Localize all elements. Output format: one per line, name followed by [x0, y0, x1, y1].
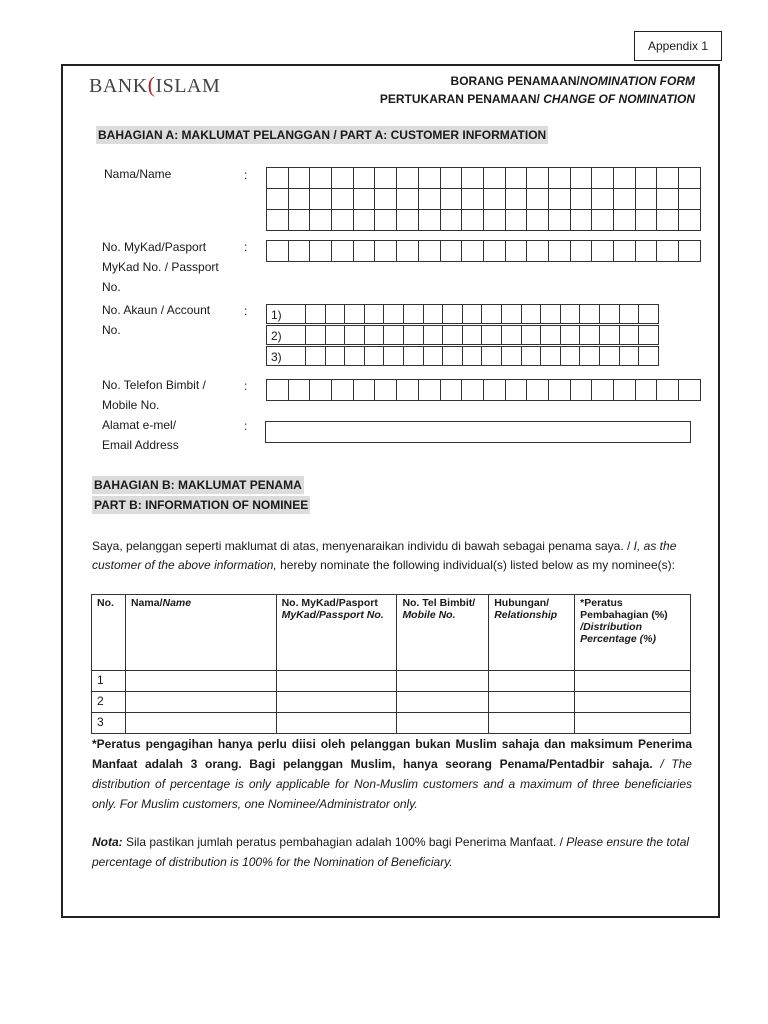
char-box[interactable]	[548, 209, 571, 231]
mobile-label-2: Mobile No.	[102, 398, 160, 412]
table-row	[92, 713, 691, 734]
char-box[interactable]	[418, 240, 441, 262]
char-box[interactable]	[461, 240, 484, 262]
account-row-number: 1)	[266, 304, 306, 324]
char-box[interactable]	[526, 240, 549, 262]
char-box[interactable]	[364, 304, 385, 324]
char-box[interactable]	[383, 304, 404, 324]
char-box[interactable]	[635, 167, 658, 189]
account-label-1: No. Akaun / Account	[102, 303, 211, 317]
nominee-mykad-cell[interactable]	[276, 692, 397, 713]
char-box[interactable]	[613, 167, 636, 189]
col-header-mobile: No. Tel Bimbit/ Mobile No.	[397, 595, 489, 671]
colon: :	[244, 168, 248, 182]
char-box[interactable]	[635, 240, 658, 262]
nominee-percentage-cell[interactable]	[575, 713, 691, 734]
char-box[interactable]	[560, 346, 581, 366]
part-b-heading-2: PART B: INFORMATION OF NOMINEE	[94, 498, 309, 512]
char-box[interactable]	[540, 325, 561, 345]
char-box[interactable]	[599, 304, 620, 324]
char-box[interactable]	[461, 188, 484, 210]
char-box[interactable]	[374, 167, 397, 189]
nominee-mobile-cell[interactable]	[397, 692, 489, 713]
colon: :	[244, 240, 248, 254]
char-box[interactable]	[325, 325, 346, 345]
char-box[interactable]	[403, 346, 424, 366]
colon: :	[244, 379, 248, 393]
char-box[interactable]	[396, 240, 419, 262]
char-box[interactable]	[440, 240, 463, 262]
char-box[interactable]	[288, 240, 311, 262]
char-box[interactable]	[353, 240, 376, 262]
char-box[interactable]	[423, 325, 444, 345]
char-box[interactable]	[462, 325, 483, 345]
char-box[interactable]	[526, 167, 549, 189]
char-box[interactable]	[638, 346, 659, 366]
email-label-2: Email Address	[102, 438, 179, 452]
part-a-heading: BAHAGIAN A: MAKLUMAT PELANGGAN / PART A: CUSTOMER INFORMATION	[98, 128, 547, 142]
nominee-mobile-cell[interactable]	[397, 713, 489, 734]
char-box[interactable]	[305, 346, 326, 366]
char-box[interactable]	[481, 346, 502, 366]
char-box[interactable]	[325, 346, 346, 366]
char-box[interactable]	[678, 167, 701, 189]
char-box[interactable]	[635, 188, 658, 210]
char-box[interactable]	[501, 304, 522, 324]
row-number: 1	[92, 671, 126, 692]
char-box[interactable]	[418, 209, 441, 231]
col-header-percentage: *Peratus Pembahagian (%) /Distribution Percentage (%)	[575, 595, 691, 671]
char-box[interactable]	[396, 379, 419, 401]
nominee-mykad-cell[interactable]	[276, 713, 397, 734]
char-box[interactable]	[570, 379, 593, 401]
nominee-name-cell[interactable]	[125, 692, 276, 713]
part-b-heading-1: BAHAGIAN B: MAKLUMAT PENAMA	[94, 478, 302, 492]
char-box[interactable]	[266, 188, 289, 210]
char-box[interactable]	[560, 304, 581, 324]
char-box[interactable]	[309, 240, 332, 262]
nominee-relationship-cell[interactable]	[489, 713, 575, 734]
char-box[interactable]	[548, 379, 571, 401]
colon: :	[244, 419, 248, 433]
char-box[interactable]	[570, 188, 593, 210]
char-box[interactable]	[344, 304, 365, 324]
char-box[interactable]	[526, 379, 549, 401]
char-box[interactable]	[288, 209, 311, 231]
char-box[interactable]	[442, 304, 463, 324]
nominee-table	[91, 594, 691, 734]
char-box[interactable]	[309, 188, 332, 210]
char-box[interactable]	[383, 346, 404, 366]
char-box[interactable]	[309, 209, 332, 231]
char-box[interactable]	[266, 240, 289, 262]
char-box[interactable]	[613, 379, 636, 401]
char-box[interactable]	[591, 167, 614, 189]
char-box[interactable]	[462, 346, 483, 366]
char-box[interactable]	[442, 346, 463, 366]
char-box[interactable]	[353, 167, 376, 189]
col-header-name: Nama/Name	[125, 595, 276, 671]
col-header-relationship: Hubungan/ Relationship	[489, 595, 575, 671]
char-box[interactable]	[619, 325, 640, 345]
email-label-1: Alamat e-mel/	[102, 418, 177, 432]
char-box[interactable]	[678, 379, 701, 401]
char-box[interactable]	[548, 188, 571, 210]
char-box[interactable]	[461, 167, 484, 189]
char-box[interactable]	[619, 346, 640, 366]
char-box[interactable]	[483, 188, 506, 210]
char-box[interactable]	[678, 240, 701, 262]
name-row[interactable]	[266, 188, 701, 210]
char-box[interactable]	[442, 325, 463, 345]
char-box[interactable]	[526, 209, 549, 231]
nominee-relationship-cell[interactable]	[489, 671, 575, 692]
char-box[interactable]	[305, 325, 326, 345]
char-box[interactable]	[521, 346, 542, 366]
char-box[interactable]	[305, 304, 326, 324]
char-box[interactable]	[331, 167, 354, 189]
char-box[interactable]	[656, 188, 679, 210]
char-box[interactable]	[501, 346, 522, 366]
char-box[interactable]	[505, 188, 528, 210]
char-box[interactable]	[364, 325, 385, 345]
mykad-label-1: No. MyKad/Pasport	[102, 240, 207, 254]
char-box[interactable]	[440, 379, 463, 401]
char-box[interactable]	[418, 167, 441, 189]
char-box[interactable]	[440, 167, 463, 189]
char-box[interactable]	[288, 167, 311, 189]
account-row[interactable]	[266, 325, 659, 345]
char-box[interactable]	[656, 167, 679, 189]
char-box[interactable]	[501, 325, 522, 345]
char-box[interactable]	[638, 325, 659, 345]
mobile-label-1: No. Telefon Bimbit /	[102, 378, 206, 392]
account-row-number: 3)	[266, 346, 306, 366]
char-box[interactable]	[548, 167, 571, 189]
char-box[interactable]	[374, 379, 397, 401]
char-box[interactable]	[540, 304, 561, 324]
name-label: Nama/Name	[104, 167, 172, 181]
char-box[interactable]	[331, 240, 354, 262]
char-box[interactable]	[461, 379, 484, 401]
char-box[interactable]	[579, 325, 600, 345]
char-box[interactable]	[331, 209, 354, 231]
nominee-mykad-cell[interactable]	[276, 671, 397, 692]
char-box[interactable]	[613, 209, 636, 231]
char-box[interactable]	[353, 209, 376, 231]
form-title-line1: BORANG PENAMAAN/NOMINATION FORM	[450, 74, 695, 88]
char-box[interactable]	[505, 379, 528, 401]
char-box[interactable]	[483, 240, 506, 262]
char-box[interactable]	[481, 304, 502, 324]
char-box[interactable]	[540, 346, 561, 366]
row-number: 2	[92, 692, 126, 713]
char-box[interactable]	[656, 379, 679, 401]
char-box[interactable]	[613, 240, 636, 262]
char-box[interactable]	[638, 304, 659, 324]
char-box[interactable]	[344, 346, 365, 366]
char-box[interactable]	[374, 240, 397, 262]
char-box[interactable]	[591, 240, 614, 262]
char-box[interactable]	[619, 304, 640, 324]
char-box[interactable]	[403, 325, 424, 345]
account-label-2: No.	[102, 323, 121, 337]
char-box[interactable]	[309, 167, 332, 189]
char-box[interactable]	[383, 325, 404, 345]
bank-islam-logo: BANK(ISLAM	[89, 72, 221, 97]
email-input-box[interactable]	[265, 421, 691, 443]
char-box[interactable]	[591, 209, 614, 231]
char-box[interactable]	[344, 325, 365, 345]
char-box[interactable]	[374, 188, 397, 210]
char-box[interactable]	[483, 167, 506, 189]
char-box[interactable]	[635, 209, 658, 231]
char-box[interactable]	[521, 304, 542, 324]
char-box[interactable]	[560, 325, 581, 345]
nominee-percentage-cell[interactable]	[575, 692, 691, 713]
char-box[interactable]	[656, 240, 679, 262]
nota-note: Nota: Sila pastikan jumlah peratus pembahagian adalah 100% bagi Penerima Manfaat. / Please ensure the total percentage of distribution is 100% for the Nomination of Beneficiary.	[92, 835, 690, 869]
col-header-no: No.	[92, 595, 126, 671]
char-box[interactable]	[591, 379, 614, 401]
distribution-note: *Peratus pengagihan hanya perlu diisi oleh pelanggan bukan Muslim sahaja dan maksimum Penerima Manfaat adalah 3 orang. Bagi pelanggan Muslim, hanya seorang Penama/Pentadbir sahaja. / The distribution of percentage is only applicable for Non-Muslim customers and a maximum of three beneficiaries only. For Muslim customers, one Nominee/Administrator only.	[92, 737, 692, 811]
char-box[interactable]	[635, 379, 658, 401]
char-box[interactable]	[423, 304, 444, 324]
char-box[interactable]	[570, 167, 593, 189]
char-box[interactable]	[483, 209, 506, 231]
char-box[interactable]	[591, 188, 614, 210]
char-box[interactable]	[440, 188, 463, 210]
char-box[interactable]	[570, 209, 593, 231]
char-box[interactable]	[599, 325, 620, 345]
char-box[interactable]	[353, 379, 376, 401]
name-row[interactable]	[266, 209, 701, 231]
char-box[interactable]	[418, 379, 441, 401]
char-box[interactable]	[309, 379, 332, 401]
char-box[interactable]	[483, 379, 506, 401]
char-box[interactable]	[678, 188, 701, 210]
char-box[interactable]	[521, 325, 542, 345]
name-row[interactable]	[266, 167, 701, 189]
char-box[interactable]	[462, 304, 483, 324]
char-box[interactable]	[678, 209, 701, 231]
char-box[interactable]	[440, 209, 463, 231]
mobile-row[interactable]	[266, 379, 701, 401]
char-box[interactable]	[423, 346, 444, 366]
char-box[interactable]	[266, 167, 289, 189]
char-box[interactable]	[396, 188, 419, 210]
mykad-row[interactable]	[266, 240, 701, 262]
char-box[interactable]	[266, 379, 289, 401]
nominee-percentage-cell[interactable]	[575, 671, 691, 692]
char-box[interactable]	[288, 379, 311, 401]
char-box[interactable]	[266, 209, 289, 231]
char-box[interactable]	[325, 304, 346, 324]
char-box[interactable]	[570, 240, 593, 262]
mykad-label-3: No.	[102, 280, 121, 294]
char-box[interactable]	[331, 188, 354, 210]
char-box[interactable]	[505, 240, 528, 262]
char-box[interactable]	[505, 167, 528, 189]
char-box[interactable]	[656, 209, 679, 231]
char-box[interactable]	[481, 325, 502, 345]
form-title-line2: PERTUKARAN PENAMAAN/ CHANGE OF NOMINATION	[379, 92, 695, 106]
char-box[interactable]	[461, 209, 484, 231]
char-box[interactable]	[396, 209, 419, 231]
char-box[interactable]	[505, 209, 528, 231]
account-row[interactable]	[266, 304, 659, 324]
char-box[interactable]	[579, 304, 600, 324]
char-box[interactable]	[403, 304, 424, 324]
char-box[interactable]	[364, 346, 385, 366]
account-row[interactable]	[266, 346, 659, 366]
nominee-mobile-cell[interactable]	[397, 671, 489, 692]
char-box[interactable]	[288, 188, 311, 210]
colon: :	[244, 304, 248, 318]
char-box[interactable]	[331, 379, 354, 401]
appendix-label: Appendix 1	[634, 31, 722, 61]
char-box[interactable]	[579, 346, 600, 366]
nominee-name-cell[interactable]	[125, 671, 276, 692]
nominee-name-cell[interactable]	[125, 713, 276, 734]
row-number: 3	[92, 713, 126, 734]
char-box[interactable]	[418, 188, 441, 210]
char-box[interactable]	[374, 209, 397, 231]
mykad-label-2: MyKad No. / Passport	[102, 260, 219, 274]
nominee-relationship-cell[interactable]	[489, 692, 575, 713]
char-box[interactable]	[526, 188, 549, 210]
nomination-intro: Saya, pelanggan seperti maklumat di atas, menyenaraikan individu di bawah sebagai penama saya. / I, as the customer of the above information, hereby nominate the following individual(s) listed below as my nominee(s):	[92, 539, 677, 572]
char-box[interactable]	[599, 346, 620, 366]
table-row	[92, 671, 691, 692]
col-header-mykad: No. MyKad/Pasport MyKad/Passport No.	[276, 595, 397, 671]
char-box[interactable]	[396, 167, 419, 189]
char-box[interactable]	[353, 188, 376, 210]
char-box[interactable]	[613, 188, 636, 210]
char-box[interactable]	[548, 240, 571, 262]
account-row-number: 2)	[266, 325, 306, 345]
table-row	[92, 692, 691, 713]
